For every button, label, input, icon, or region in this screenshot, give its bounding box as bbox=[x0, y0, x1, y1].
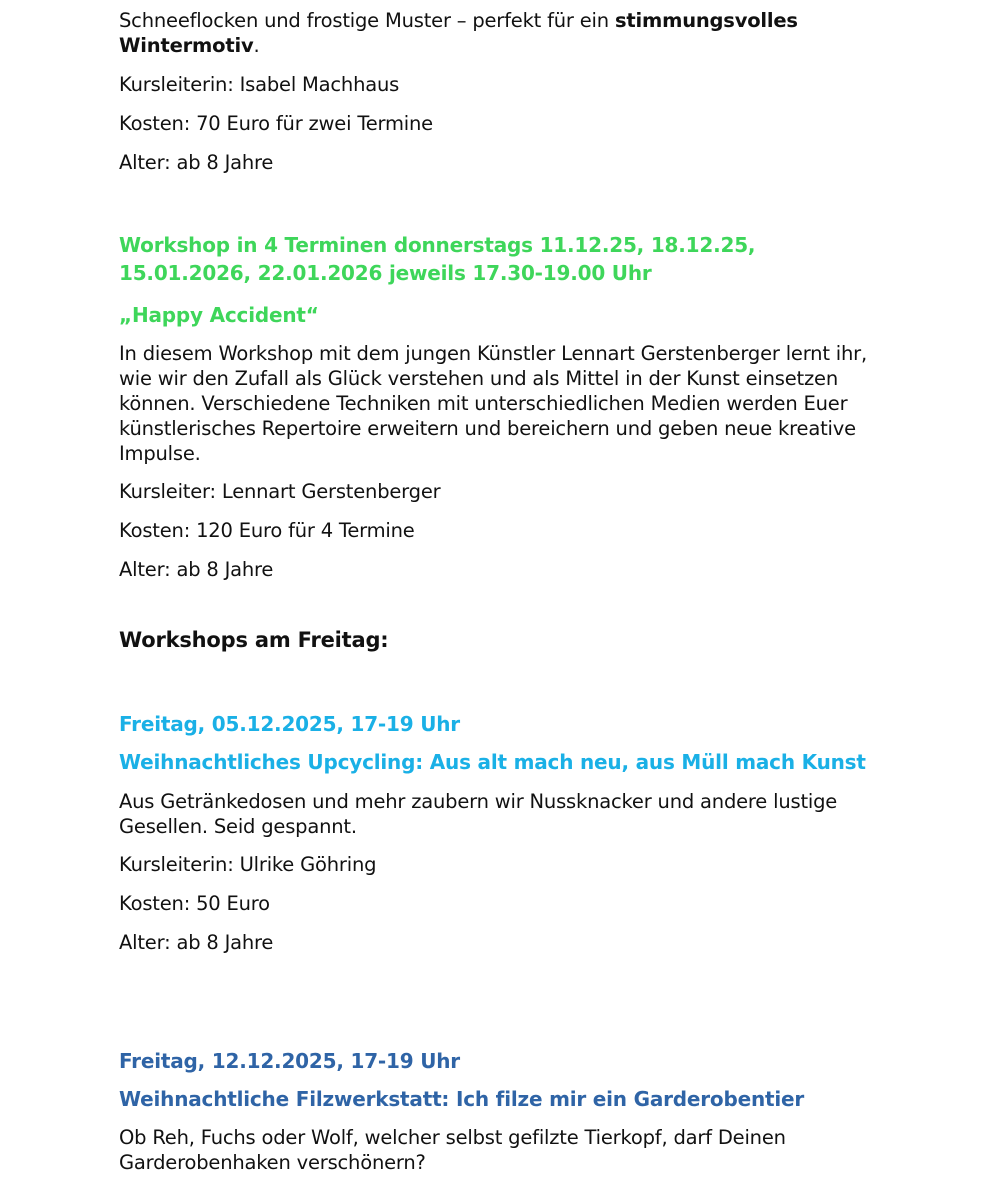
workshop-description: In diesem Workshop mit dem jungen Künstler Lennart Gerstenberger lernt ihr, wie wir den Zufall als Glück verstehen und als Mittel in der Kunst einsetzen können. Verschiedene Techniken mit unterschiedlichen Medien werden Euer künstlerisches Repertoire erweitern und bereichern und geben neue kreative Impulse. bbox=[119, 342, 867, 465]
workshop-description: Ob Reh, Fuchs oder Wolf, welcher selbst gefilzte Tierkopf, darf Deinen Garderobenhaken verschönern? bbox=[119, 1126, 786, 1174]
course-age: Alter: ab 8 Jahre bbox=[119, 558, 274, 581]
course-leader: Kursleiterin: Ulrike Göhring bbox=[119, 853, 377, 876]
intro-text-end: . bbox=[253, 34, 260, 57]
section-title: Workshops am Freitag: bbox=[119, 628, 389, 652]
workshop-dates: Workshop in 4 Terminen donnerstags 11.12.25, 18.12.25, 15.01.2026, 22.01.2026 jeweils 17.30-19.00 Uhr bbox=[119, 233, 756, 285]
course-leader: Kursleiter: Lennart Gerstenberger bbox=[119, 480, 441, 503]
intro-text-bold: stimmungsvolles Wintermotiv bbox=[119, 9, 798, 57]
workshop-title: „Happy Accident“ bbox=[119, 303, 319, 327]
course-cost: Kosten: 50 Euro bbox=[119, 892, 270, 915]
course-age: Alter: ab 8 Jahre bbox=[119, 151, 274, 174]
course-cost: Kosten: 120 Euro für 4 Termine bbox=[119, 519, 415, 542]
course-cost: Kosten: 70 Euro für zwei Termine bbox=[119, 112, 433, 135]
workshop-title: Weihnachtliche Filzwerkstatt: Ich filze mir ein Garderobentier bbox=[119, 1087, 805, 1111]
workshop-date: Freitag, 12.12.2025, 17-19 Uhr bbox=[119, 1049, 460, 1073]
page-content bbox=[119, 8, 889, 1188]
workshop-title: Weihnachtliches Upcycling: Aus alt mach neu, aus Müll mach Kunst bbox=[119, 750, 866, 774]
workshop-description: Aus Getränkedosen und mehr zaubern wir Nussknacker und andere lustige Gesellen. Seid gespannt. bbox=[119, 790, 838, 838]
course-age: Alter: ab 8 Jahre bbox=[119, 931, 274, 954]
workshop-date: Freitag, 05.12.2025, 17-19 Uhr bbox=[119, 712, 460, 736]
intro-text-plain: Schneeflocken und frostige Muster – perfekt für ein bbox=[119, 9, 615, 32]
course-leader: Kursleiterin: Isabel Machhaus bbox=[119, 73, 400, 96]
intro-text bbox=[119, 8, 889, 58]
